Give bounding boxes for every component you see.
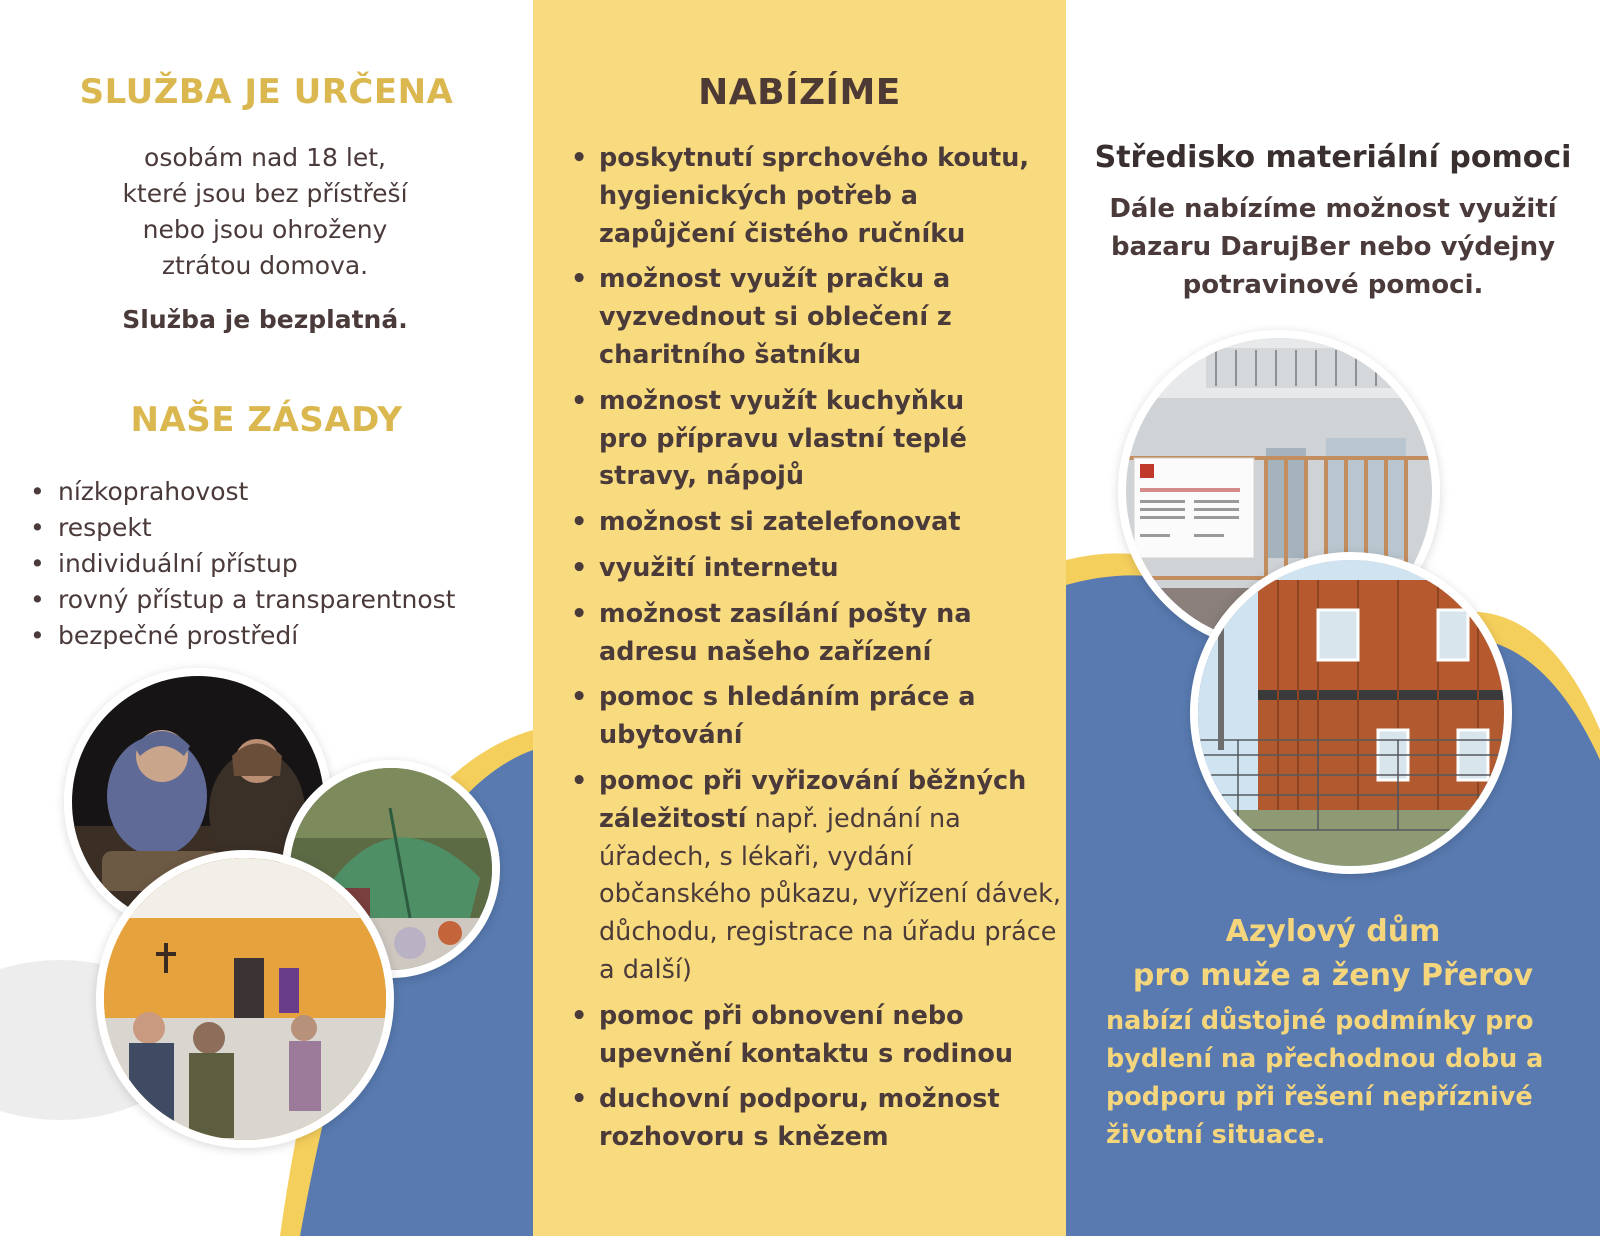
offer-text: pomoc s hledáním práce a ubytování bbox=[599, 682, 976, 751]
list-item bbox=[571, 679, 979, 755]
shelter-text: nabízí důstojné podmínky pro bydlení na přechodnou dobu a podporu při řešení nepříznivé životní situace. bbox=[1106, 1006, 1544, 1150]
offer-detail: např. jednání na úřadech, s lékaři, vydání občanského půkazu, vyřízení dávek, důchodu, registrace na úřadu práce a další) bbox=[599, 803, 1061, 985]
offer-text: poskytnutí sprchového koutu, hygienických potřeb a zapůjčení čistého ručníku bbox=[599, 143, 1030, 249]
offer-text: pomoc při vyřizování běžných záležitostí bbox=[599, 765, 1027, 834]
material-aid-text: Dále nabízíme možnost využití bazaru DarujBer nebo výdejny potravinové pomoci. bbox=[1109, 194, 1557, 300]
service-target-text bbox=[60, 140, 470, 284]
list-item bbox=[571, 504, 1061, 542]
intro-line: nebo jsou ohroženy bbox=[142, 215, 388, 244]
service-target-heading: SLUŽBA JE URČENA bbox=[79, 72, 454, 112]
offer-text: možnost zasílání pošty na adresu našeho zařízení bbox=[599, 598, 972, 667]
free-service-note: Služba je bezplatná. bbox=[122, 305, 408, 334]
shelter-heading-line: pro muže a ženy Přerov bbox=[1132, 958, 1534, 993]
middle-panel bbox=[533, 0, 1066, 1236]
offer-text: možnost využít kuchyňku pro přípravu vlastní teplé stravy, nápojů bbox=[599, 385, 967, 492]
list-item bbox=[571, 261, 959, 374]
intro-line: osobám nad 18 let, bbox=[144, 143, 386, 172]
offer-text: využití internetu bbox=[599, 552, 839, 583]
offer-text: možnost si zatelefonovat bbox=[599, 507, 961, 538]
principles-heading: NAŠE ZÁSADY bbox=[130, 400, 403, 440]
intro-line: které jsou bez přístřeší bbox=[122, 179, 408, 208]
shelter-heading bbox=[1066, 910, 1600, 998]
list-item bbox=[571, 550, 1061, 588]
left-panel bbox=[0, 0, 533, 1236]
offers-heading: NABÍZÍME bbox=[698, 72, 901, 113]
list-item bbox=[571, 596, 999, 672]
offer-text: možnost využít pračku a vyzvednout si oblečení z charitního šatníku bbox=[599, 264, 952, 370]
list-item: • rovný přístup a transparentnost bbox=[28, 582, 455, 618]
list-item bbox=[571, 998, 1061, 1074]
list-item bbox=[571, 763, 1061, 990]
photo-chapel-service bbox=[96, 850, 394, 1148]
offer-text: pomoc při obnovení nebo upevnění kontaktu s rodinou bbox=[599, 1000, 1014, 1069]
list-item: • bezpečné prostředí bbox=[28, 618, 455, 654]
list-item bbox=[571, 140, 1061, 253]
photo-shelter-house bbox=[1190, 552, 1512, 874]
list-item: • nízkoprahovost bbox=[28, 474, 455, 510]
principles-list bbox=[28, 474, 455, 654]
list-item bbox=[571, 1081, 1019, 1157]
offer-text: duchovní podporu, možnost rozhovoru s knězem bbox=[599, 1084, 1000, 1153]
shelter-heading-line: Azylový dům bbox=[1225, 914, 1441, 949]
list-item bbox=[571, 383, 979, 496]
offers-list bbox=[571, 140, 1061, 1165]
material-aid-heading: Středisko materiální pomoci bbox=[1094, 140, 1572, 175]
list-item: • individuální přístup bbox=[28, 546, 455, 582]
right-panel bbox=[1066, 0, 1600, 1236]
list-item: • respekt bbox=[28, 510, 455, 546]
intro-line: ztrátou domova. bbox=[161, 251, 369, 280]
